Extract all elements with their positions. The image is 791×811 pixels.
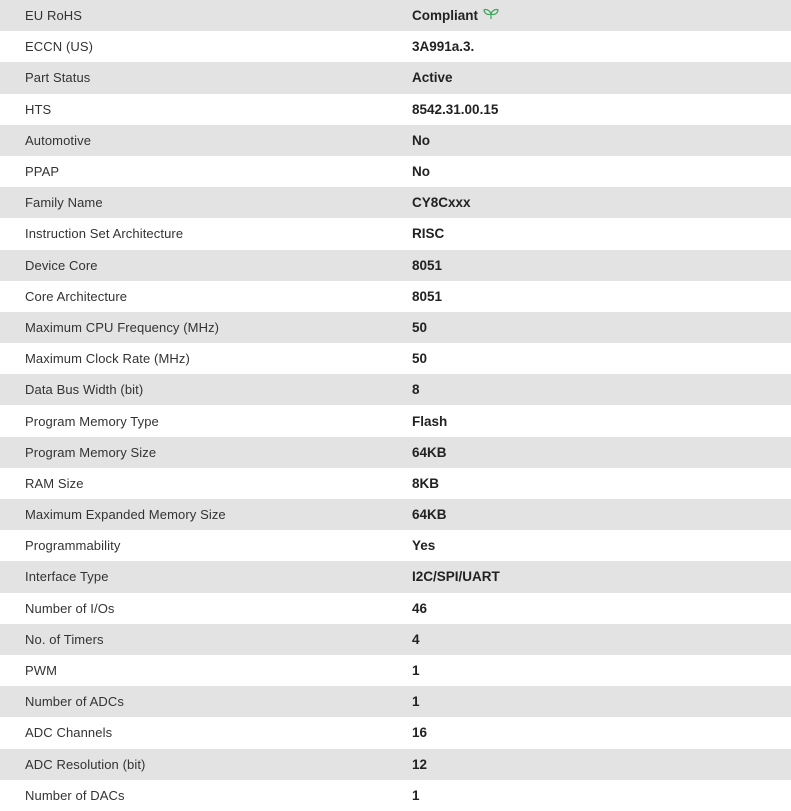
spec-label: Program Memory Type [25, 413, 159, 429]
spec-row [0, 156, 791, 187]
spec-row [0, 250, 791, 281]
spec-row [0, 593, 791, 624]
spec-row [0, 31, 791, 62]
spec-row [0, 343, 791, 374]
spec-value: No [412, 164, 430, 180]
spec-label: No. of Timers [25, 631, 104, 647]
spec-label: ECCN (US) [25, 39, 94, 55]
spec-row [0, 437, 791, 468]
spec-value: 1 [412, 694, 420, 710]
spec-value: 8 [412, 382, 420, 398]
spec-value: Yes [412, 538, 436, 554]
spec-label: EU RoHS [25, 8, 83, 24]
spec-row [0, 717, 791, 748]
spec-value: 8542.31.00.15 [412, 101, 499, 117]
spec-label: Maximum Clock Rate (MHz) [25, 351, 190, 367]
spec-value: No [412, 132, 430, 148]
spec-label: Number of I/Os [25, 600, 115, 616]
spec-value: 64KB [412, 444, 447, 460]
spec-label: Number of DACs [25, 787, 125, 803]
spec-value: 50 [412, 351, 428, 367]
spec-label: Core Architecture [25, 288, 128, 304]
spec-value: 50 [412, 319, 428, 335]
spec-row [0, 624, 791, 655]
spec-label: Maximum CPU Frequency (MHz) [25, 319, 220, 335]
spec-label: ADC Channels [25, 725, 113, 741]
spec-value: 64KB [412, 507, 447, 523]
spec-label: Automotive [25, 132, 92, 148]
spec-row [0, 0, 791, 31]
spec-label: Interface Type [25, 569, 109, 585]
spec-value: 12 [412, 756, 428, 772]
spec-label: PPAP [25, 164, 60, 180]
spec-row [0, 468, 791, 499]
spec-row [0, 125, 791, 156]
spec-label: PWM [25, 663, 58, 679]
spec-label: HTS [25, 101, 52, 117]
spec-row [0, 62, 791, 93]
spec-value: 1 [412, 663, 420, 679]
spec-row [0, 405, 791, 436]
spec-row [0, 655, 791, 686]
spec-row [0, 94, 791, 125]
spec-value: 46 [412, 600, 428, 616]
spec-label: Programmability [25, 538, 121, 554]
spec-row [0, 312, 791, 343]
spec-value: 4 [412, 631, 420, 647]
spec-label: Device Core [25, 257, 98, 273]
spec-label: RAM Size [25, 475, 84, 491]
spec-value: 16 [412, 725, 428, 741]
spec-label: Number of ADCs [25, 694, 124, 710]
spec-label: Family Name [25, 195, 103, 211]
spec-label: ADC Resolution (bit) [25, 756, 146, 772]
spec-label: Data Bus Width (bit) [25, 382, 144, 398]
spec-value: 1 [412, 787, 420, 803]
spec-value-cell [412, 0, 791, 31]
spec-row [0, 530, 791, 561]
spec-value: Flash [412, 413, 448, 429]
spec-row [0, 686, 791, 717]
spec-row [0, 281, 791, 312]
leaf-icon [483, 8, 499, 23]
spec-row [0, 499, 791, 530]
spec-value: Compliant [412, 8, 478, 24]
spec-row [0, 187, 791, 218]
spec-label: Maximum Expanded Memory Size [25, 507, 226, 523]
spec-row [0, 374, 791, 405]
spec-value: 8051 [412, 288, 443, 304]
spec-value: 8051 [412, 257, 443, 273]
spec-value: CY8Cxxx [412, 195, 471, 211]
spec-value: 3A991a.3. [412, 39, 475, 55]
spec-value: RISC [412, 226, 445, 242]
spec-label: Program Memory Size [25, 444, 157, 460]
spec-row [0, 561, 791, 592]
spec-row [0, 749, 791, 780]
spec-label: Instruction Set Architecture [25, 226, 184, 242]
spec-value: Active [412, 70, 453, 86]
spec-row [0, 780, 791, 811]
spec-value: 8KB [412, 475, 440, 491]
spec-label: Part Status [25, 70, 91, 86]
spec-value: I2C/SPI/UART [412, 569, 500, 585]
spec-row [0, 218, 791, 249]
